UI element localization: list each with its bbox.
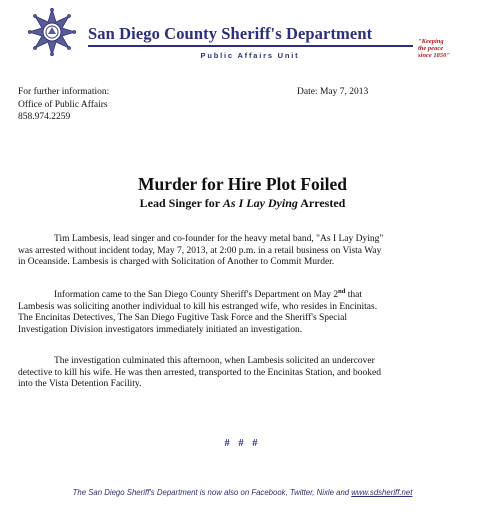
contact-phone: 858.974.2259 (18, 112, 71, 122)
paragraph-2 (18, 290, 470, 336)
footer-social (0, 488, 485, 497)
subhead-before: Lead Singer for (139, 196, 223, 210)
motto-line: "Keeping (418, 38, 444, 45)
paragraph-line: Tim Lambesis, lead singer and co-founder for the heavy metal band, "As I Lay Dying" (54, 234, 384, 244)
header-rule (88, 45, 413, 47)
headline: Murder for Hire Plot Foiled (138, 174, 347, 194)
department-title: San Diego County Sheriff's Department (88, 24, 373, 43)
footer-text: The San Diego Sheriff's Department is now also on Facebook, Twitter, Nixle and (72, 488, 352, 497)
p2-text: that (345, 290, 362, 300)
motto (418, 38, 478, 59)
band-name: As I Lay Dying (222, 196, 298, 210)
p2-text: Information came to the San Diego County Sheriff's Department on May 2 (54, 290, 339, 300)
release-date (297, 86, 368, 99)
paragraph-line: The Encinitas Detectives, The San Diego Fugitive Task Force and the Sheriff's Special (18, 313, 347, 323)
date-text: Date: May 7, 2013 (297, 87, 369, 97)
paragraph-1 (18, 234, 470, 269)
paragraph-line: Lambesis was soliciting another individual to kill his estranged wife, who resides in Encinitas. (18, 301, 378, 312)
paragraph-line: The investigation culminated this afternoon, when Lambesis solicited an undercover (54, 356, 375, 366)
contact-block (18, 86, 109, 124)
paragraph-line: in Oceanside. Lambesis is charged with Solicitation of Another to Commit Murder. (18, 257, 335, 267)
paragraph-line (18, 290, 470, 302)
motto-line: since 1850" (418, 52, 450, 59)
motto-line: the peace (418, 45, 444, 52)
contact-line: For further information: (18, 87, 110, 97)
paragraph-line: was arrested without incident today, May 7, 2013, at 2:00 p.m. in a retail business on Vista Way (18, 245, 382, 256)
contact-line: Office of Public Affairs (18, 99, 108, 110)
subheadline (0, 196, 485, 211)
letterhead (0, 0, 485, 80)
paragraph-3 (18, 356, 470, 391)
paragraph-line: detective to kill his wife. He was then arrested, transported to the Encinitas Station, and booked (18, 367, 382, 378)
paragraph-line: Investigation Division investigators immediately initiated an investigation. (18, 324, 303, 335)
subhead-after: Arrested (297, 196, 346, 210)
paragraph-line: into the Vista Detention Facility. (18, 379, 142, 389)
sheriff-star-badge-icon (28, 8, 76, 56)
unit-name: Public Affairs Unit (200, 51, 300, 60)
ordinal-suffix: nd (338, 288, 346, 295)
website-link[interactable]: www.sdsheriff.net (351, 488, 413, 497)
end-mark: # # # (224, 438, 261, 449)
